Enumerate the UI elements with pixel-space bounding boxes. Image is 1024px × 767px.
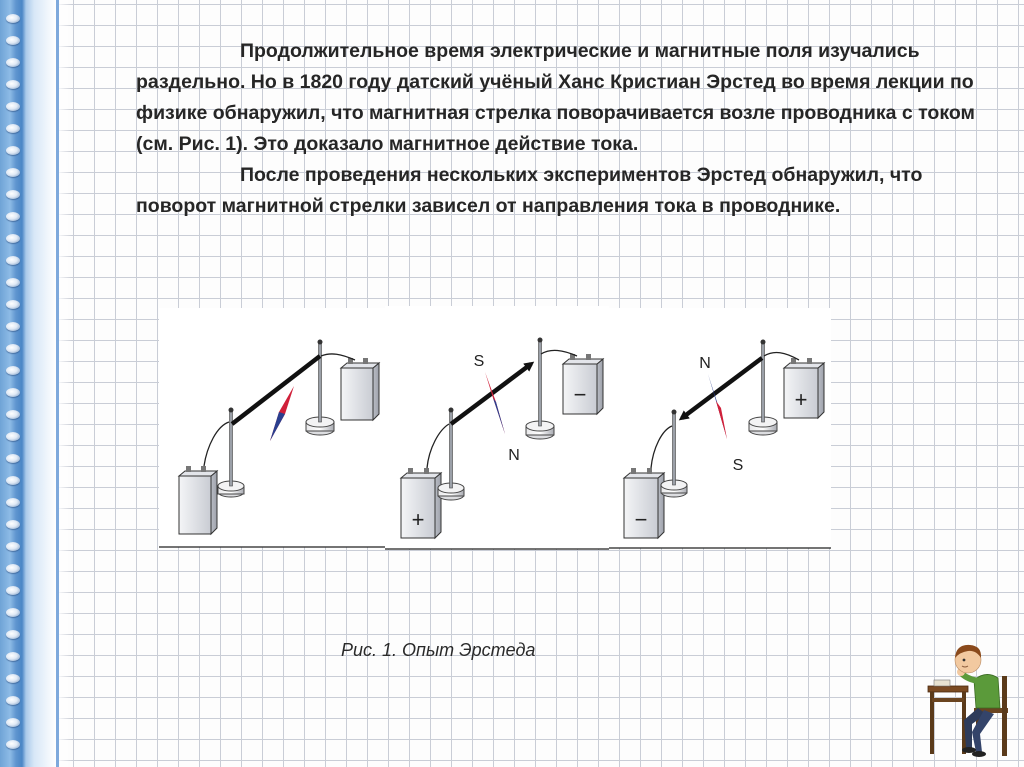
binding-hole (6, 388, 20, 397)
binding-hole (6, 212, 20, 221)
panel-3-right-battery-sign: + (794, 387, 808, 412)
panel-2-right-battery-sign: − (573, 382, 587, 407)
binding-hole (6, 476, 20, 485)
binding-hole (6, 674, 20, 683)
binding-hole (6, 652, 20, 661)
binding-hole (6, 498, 20, 507)
binding-hole (6, 542, 20, 551)
panel-3-left-battery-sign: − (634, 507, 648, 532)
paragraph-2 (136, 160, 976, 222)
binding-hole (6, 718, 20, 727)
panel-2-needle-label-top: S (473, 353, 485, 370)
oersted-figure (159, 306, 831, 554)
binding-hole (6, 102, 20, 111)
paragraph-1 (136, 36, 976, 160)
binding-hole (6, 300, 20, 309)
binding-hole (6, 740, 20, 749)
figure-caption: Рис. 1. Опыт Эрстеда (341, 640, 536, 660)
panel-3-needle-label-top: N (699, 355, 711, 372)
panel-3-left-battery (624, 468, 664, 538)
binding-hole (6, 168, 20, 177)
paragraph-1-text: Продолжительное время электрические и магнитные поля изучались раздельно. Но в 1820 году датский учёный Ханс Кристиан Эрстед во время лекции по физике обнаружил, что магнитная стрелка поворачивается возле проводника с током (см. Рис. 1). Это доказало магнитное действие тока. (136, 40, 975, 155)
binding-hole (6, 80, 20, 89)
binding-hole (6, 190, 20, 199)
binding-hole (6, 586, 20, 595)
paragraph-2-text: После проведения нескольких экспериментов Эрстед обнаружил, что поворот магнитной стрелки зависел от направления тока в проводнике. (136, 164, 923, 217)
panel-2-right-battery (563, 354, 603, 414)
binding-hole (6, 14, 20, 23)
main-text (136, 36, 976, 222)
binding-hole (6, 344, 20, 353)
panel-1-left-battery (179, 466, 217, 534)
panel-1-right-battery (341, 358, 379, 420)
binding-hole (6, 432, 20, 441)
binding-hole (6, 278, 20, 287)
binding-hole (6, 564, 20, 573)
panel-2-needle-label-bottom: N (508, 447, 520, 464)
binding-hole (6, 234, 20, 243)
panel-2-left-battery-sign: + (411, 507, 425, 532)
binding-hole (6, 608, 20, 617)
binding-hole (6, 124, 20, 133)
binding-hole (6, 36, 20, 45)
binding-hole (6, 410, 20, 419)
student-at-desk-illustration (924, 636, 1020, 762)
binding-hole (6, 630, 20, 639)
panel-2-left-battery (401, 468, 441, 538)
binding-hole (6, 696, 20, 705)
binding-hole (6, 256, 20, 265)
binding-hole (6, 454, 20, 463)
binding-hole (6, 146, 20, 155)
binding-hole (6, 322, 20, 331)
panel-3-needle-label-bottom: S (732, 457, 744, 474)
margin-line (56, 0, 59, 767)
panel-3-right-battery (784, 358, 824, 418)
binding-hole (6, 520, 20, 529)
oersted-figure-svg (159, 306, 831, 554)
binding-hole (6, 58, 20, 67)
binding-hole (6, 366, 20, 375)
